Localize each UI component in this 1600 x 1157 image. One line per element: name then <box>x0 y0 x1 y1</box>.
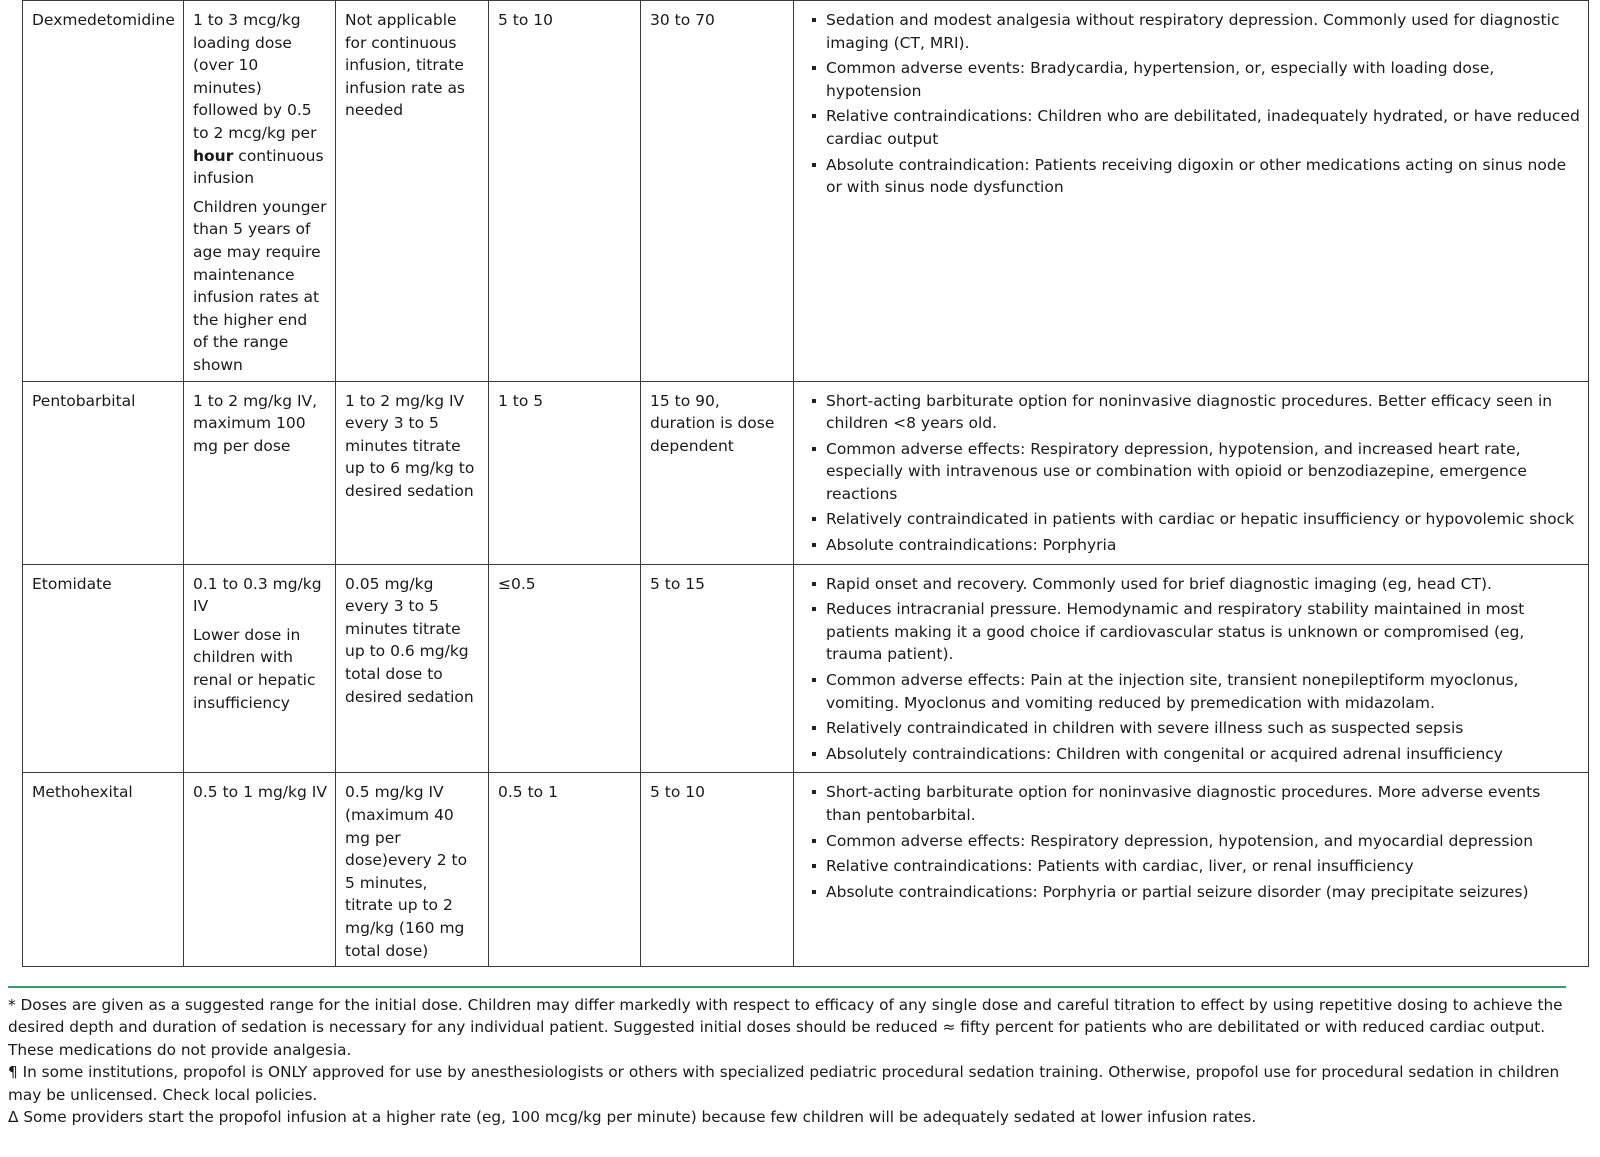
comment-item: Rapid onset and recovery. Commonly used for brief diagnostic imaging (eg, head CT). <box>803 573 1580 596</box>
footnote-propofol-infusion: Δ Some providers start the propofol infusion at a higher rate (eg, 100 mcg/kg per minute) because few children will be adequately sedated at lower infusion rates. <box>8 1108 1257 1127</box>
duration-cell <box>641 564 794 773</box>
comment-item: Reduces intracranial pressure. Hemodynamic and respiratory stability maintained in most patients making it a good choice if cardiovascular status is unknown or compromised (eg, trauma patient). <box>803 598 1580 666</box>
agent-name: Etomidate <box>32 574 112 593</box>
comment-item: Short-acting barbiturate option for noninvasive diagnostic procedures. Better efficacy seen in children <8 years old. <box>803 390 1580 435</box>
comments-cell <box>794 1 1589 382</box>
onset-value: 1 to 5 <box>498 391 544 410</box>
initial-dose-cell <box>184 381 336 564</box>
table-row <box>23 773 1589 967</box>
repeat-dose-cell <box>336 564 489 773</box>
initial-dose-text <box>193 624 327 714</box>
comment-item: Relatively contraindicated in children with severe illness such as suspected sepsis <box>803 717 1580 740</box>
dose-text: 0.5 to 1 mg/kg IV <box>193 783 327 802</box>
sedation-drug-table <box>22 0 1589 967</box>
agent-name: Methohexital <box>32 783 133 802</box>
duration-value: 5 to 15 <box>650 574 705 593</box>
duration-value: 15 to 90, duration is dose dependent <box>650 391 775 455</box>
comment-item: Absolute contraindications: Porphyria or partial seizure disorder (may precipitate seizures) <box>803 881 1580 904</box>
repeat-dose-text: 0.5 mg/kg IV (maximum 40 mg per dose)every 2 to 5 minutes, titrate up to 2 mg/kg (160 mg total dose) <box>345 783 468 960</box>
duration-value: 30 to 70 <box>650 11 715 29</box>
initial-dose-cell <box>184 564 336 773</box>
dose-text: 1 to 3 mcg/kg loading dose (over 10 minutes) followed by 0.5 to 2 mcg/kg per <box>193 11 317 142</box>
comment-item: Sedation and modest analgesia without respiratory depression. Commonly used for diagnostic imaging (CT, MRI). <box>803 9 1580 54</box>
onset-cell <box>489 381 641 564</box>
duration-value: 5 to 10 <box>650 783 705 802</box>
onset-value: ≤0.5 <box>498 574 536 593</box>
duration-cell <box>641 381 794 564</box>
onset-value: 0.5 to 1 <box>498 783 558 802</box>
repeat-dose-cell <box>336 381 489 564</box>
repeat-dose-cell <box>336 1 489 382</box>
comments-cell <box>794 564 1589 773</box>
dose-text: Lower dose in children with renal or hepatic insufficiency <box>193 625 316 712</box>
comments-list <box>803 9 1580 199</box>
comment-item: Relatively contraindicated in patients with cardiac or hepatic insufficiency or hypovolemic shock <box>803 508 1580 531</box>
dose-text: 0.1 to 0.3 mg/kg IV <box>193 574 322 616</box>
onset-cell <box>489 564 641 773</box>
table-body <box>23 0 1589 967</box>
table-row <box>23 381 1589 564</box>
dose-text: continuous infusion <box>193 146 324 188</box>
initial-dose-text <box>193 781 327 804</box>
onset-value: 5 to 10 <box>498 11 553 29</box>
repeat-dose-text: 1 to 2 mg/kg IV every 3 to 5 minutes titrate up to 6 mg/kg to desired sedation <box>345 391 475 500</box>
onset-cell <box>489 1 641 382</box>
duration-cell <box>641 773 794 967</box>
initial-dose-cell <box>184 773 336 967</box>
comment-item: Relative contraindications: Patients with cardiac, liver, or renal insufficiency <box>803 855 1580 878</box>
agent-cell <box>23 773 184 967</box>
initial-dose-text <box>193 9 327 190</box>
table-row <box>23 564 1589 773</box>
comment-item: Common adverse effects: Respiratory depression, hypotension, and increased heart rate, especially with intravenous use or combination with opioid or benzodiazepine, emergence reactions <box>803 438 1580 506</box>
footnotes <box>8 994 1580 1128</box>
agent-cell <box>23 564 184 773</box>
dose-text: Children younger than 5 years of age may require maintenance infusion rates at the higher end of the range shown <box>193 197 327 374</box>
repeat-dose-text: 0.05 mg/kg every 3 to 5 minutes titrate up to 0.6 mg/kg total dose to desired sedation <box>345 574 474 706</box>
comment-item: Absolute contraindications: Porphyria <box>803 534 1580 557</box>
comments-list <box>803 573 1580 766</box>
dose-text: 1 to 2 mg/kg IV, maximum 100 mg per dose <box>193 391 318 455</box>
initial-dose-text <box>193 196 327 377</box>
comment-item: Absolutely contraindications: Children with congenital or acquired adrenal insufficiency <box>803 743 1580 766</box>
footnote-propofol-approval: ¶ In some institutions, propofol is ONLY approved for use by anesthesiologists or others with specialized pediatric procedural sedation training. Otherwise, propofol use for procedural sedation in children may be unlicensed. Check local policies. <box>8 1063 1560 1104</box>
footnote-doses: * Doses are given as a suggested range for the initial dose. Children may differ markedly with respect to efficacy of any single dose and careful titration to effect by using repetitive dosing to achieve the desired depth and duration of sedation is necessary for any individual patient. Suggested initial doses should be reduced ≈ fifty percent for patients who are debilitated or with reduced cardiac output. These medications do not provide analgesia. <box>8 996 1563 1059</box>
comment-item: Common adverse effects: Pain at the injection site, transient nonepileptiform myoclonus, vomiting. Myoclonus and vomiting reduced by premedication with midazolam. <box>803 669 1580 714</box>
comments-cell <box>794 773 1589 967</box>
comment-item: Common adverse effects: Respiratory depression, hypotension, and myocardial depression <box>803 830 1580 853</box>
table-bottom-divider <box>8 986 1566 988</box>
onset-cell <box>489 773 641 967</box>
initial-dose-text <box>193 573 327 618</box>
comment-item: Common adverse events: Bradycardia, hypertension, or, especially with loading dose, hypotension <box>803 57 1580 102</box>
agent-cell <box>23 381 184 564</box>
initial-dose-text <box>193 390 327 458</box>
agent-name: Pentobarbital <box>32 391 136 410</box>
table-row <box>23 1 1589 382</box>
comments-cell <box>794 381 1589 564</box>
initial-dose-cell <box>184 1 336 382</box>
repeat-dose-text: Not applicable for continuous infusion, titrate infusion rate as needed <box>345 11 466 120</box>
agent-name: Dexmedetomidine <box>32 11 175 29</box>
comment-item: Short-acting barbiturate option for noninvasive diagnostic procedures. More adverse events than pentobarbital. <box>803 781 1580 826</box>
comments-list <box>803 390 1580 557</box>
repeat-dose-cell <box>336 773 489 967</box>
dose-emphasis: hour <box>193 146 234 165</box>
agent-cell <box>23 1 184 382</box>
comments-list <box>803 781 1580 903</box>
duration-cell <box>641 1 794 382</box>
comment-item: Absolute contraindication: Patients receiving digoxin or other medications acting on sinus node or with sinus node dysfunction <box>803 154 1580 199</box>
comment-item: Relative contraindications: Children who are debilitated, inadequately hydrated, or have reduced cardiac output <box>803 105 1580 150</box>
